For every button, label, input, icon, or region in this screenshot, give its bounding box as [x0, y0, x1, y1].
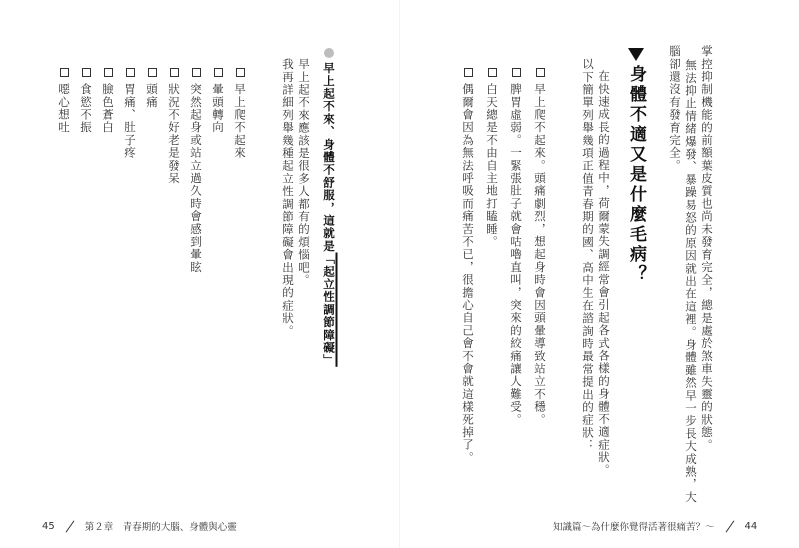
- left-page-footer: [42, 519, 237, 533]
- left-chapter-title: 第２章 青春期的大腦、身體與心靈: [84, 522, 237, 533]
- checkbox-icon: [148, 68, 157, 77]
- checkbox-icon: [104, 68, 113, 77]
- intro-line-2: 無法抑止情緒爆發、暴躁易怒的原因就出在這裡。身體雖然早一步長大成熟，大: [684, 59, 698, 504]
- symptom-item-3: 白天總是不由自主地打瞌睡。: [485, 68, 499, 248]
- syndrome-name: 「起立性調節障礙」: [322, 252, 336, 367]
- body-line-1: 在快速成長的過程中，荷爾蒙失調經常會引起各式各樣的身體不適症狀。: [597, 70, 611, 477]
- intro-line-1: 掌控抑制機能的前額葉皮質也尚未發育完全，總是處於煞車失靈的狀態。: [700, 45, 714, 452]
- right-page-footer: [553, 519, 757, 533]
- section-heading-text: 身體不適又是什麼毛病？: [626, 65, 646, 285]
- right-running-head: 知識篇～為什麼你覺得活著很痛苦？～: [553, 522, 715, 533]
- checkbox-icon: [60, 68, 69, 77]
- odd-symptom-item-5: 頭痛: [145, 68, 159, 108]
- left-body-line-2: 我再詳細列舉幾種起立性調節障礙會出現的症狀。: [281, 58, 295, 338]
- triangle-bullet-icon: [628, 48, 644, 61]
- symptom-item-2: 脾胃虛弱。一緊張肚子就會咕嚕直叫，突來的絞痛讓人難受。: [509, 68, 523, 426]
- left-page: [0, 0, 399, 548]
- section-heading: [626, 48, 646, 285]
- odd-symptom-item-9: 噁心想吐: [57, 68, 71, 134]
- odd-symptom-item-2: 暈頭轉向: [211, 68, 225, 134]
- footer-slash-divider: [725, 520, 734, 532]
- checkbox-icon: [214, 68, 223, 77]
- checkbox-icon: [512, 68, 521, 77]
- checkbox-icon: [488, 68, 497, 77]
- right-page-number: 44: [744, 520, 758, 532]
- body-line-2: 以下簡單列舉幾項正值青春期的國、高中生在諮詢時最常提出的症狀：: [581, 58, 595, 452]
- odd-symptom-item-8: 食慾不振: [79, 68, 93, 134]
- checkbox-icon: [82, 68, 91, 77]
- left-page-number: 45: [42, 520, 55, 532]
- checkbox-icon: [170, 68, 179, 77]
- odd-symptom-item-7: 臉色蒼白: [101, 68, 115, 134]
- symptom-item-1: 早上爬不起來。頭痛劇烈，想起身時會因頭暈導致站立不穩。: [533, 68, 547, 426]
- subsection-heading: 早上起不來、身體不舒服，這就是「起立性調節障礙」: [322, 48, 336, 367]
- footer-slash-divider: [65, 520, 74, 532]
- odd-symptom-item-6: 胃痛、肚子疼: [123, 68, 137, 159]
- intro-line-3: 腦卻還沒有發育完全。: [668, 45, 682, 172]
- circle-bullet-icon: [324, 48, 334, 58]
- odd-symptom-item-4: 狀況不好老是發呆: [167, 68, 181, 185]
- odd-symptom-item-3: 突然起身或站立過久時會感到暈眩: [189, 68, 203, 274]
- odd-symptom-item-1: 早上爬不起來: [233, 68, 247, 159]
- checkbox-icon: [464, 68, 473, 77]
- checkbox-icon: [126, 68, 135, 77]
- right-page: [400, 0, 799, 548]
- checkbox-icon: [192, 68, 201, 77]
- left-body-line-1: 早上起不來應該是很多人都有的煩惱吧。: [297, 58, 311, 287]
- symptom-item-4: 偶爾會因為無法呼吸而痛苦不已，很擔心自己會不會就這樣死掉了。: [461, 68, 475, 464]
- checkbox-icon: [236, 68, 245, 77]
- checkbox-icon: [536, 68, 545, 77]
